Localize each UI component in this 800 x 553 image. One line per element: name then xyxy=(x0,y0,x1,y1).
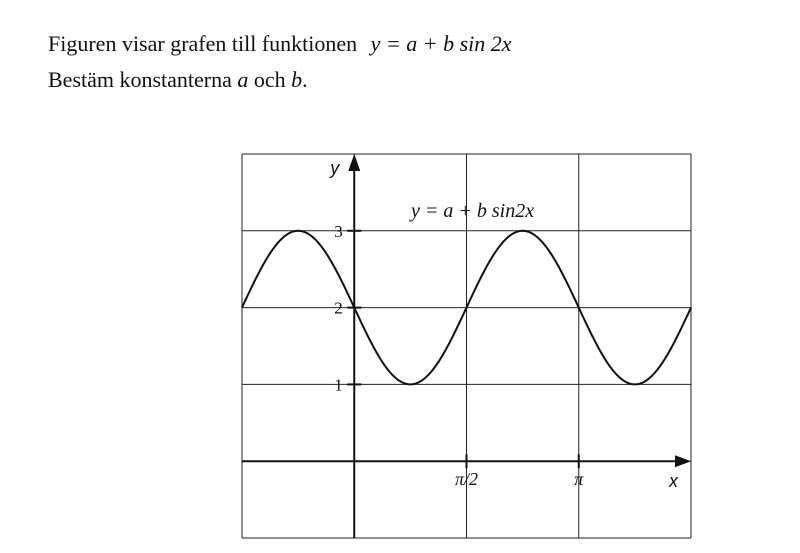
y-axis-arrow-icon xyxy=(348,154,360,171)
constant-b: b xyxy=(291,67,303,92)
x-axis-label: x xyxy=(669,471,678,492)
x-tick-label: π xyxy=(574,469,584,490)
problem-statement: Figuren visar grafen till funktionen xyxy=(48,31,358,56)
x-tick-label: π/2 xyxy=(454,469,479,490)
conjunction-text: och xyxy=(253,67,286,92)
y-axis-label: y xyxy=(330,158,340,178)
y-tick-label: 1 xyxy=(334,375,343,395)
y-tick-label: 3 xyxy=(334,221,343,241)
constant-a: a xyxy=(237,67,249,92)
x-axis-arrow-icon xyxy=(675,455,691,467)
function-formula: y = a + b sin 2x xyxy=(370,31,512,56)
task-text: Bestäm konstanterna xyxy=(48,67,232,92)
period-text: . xyxy=(302,67,308,92)
y-tick-label: 2 xyxy=(334,298,343,318)
curve-annotation: y = a + b sin2x xyxy=(411,200,535,222)
tick-marks xyxy=(334,222,584,489)
